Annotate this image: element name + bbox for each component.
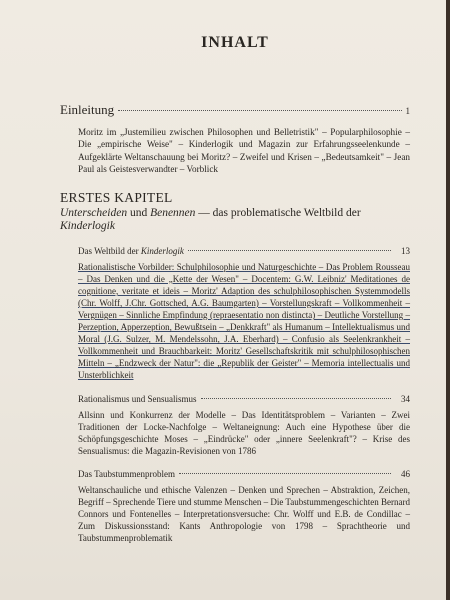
toc-entry-label: Einleitung <box>60 102 115 117</box>
subtitle-term-b: Benennen <box>150 206 196 219</box>
toc-section <box>78 246 410 382</box>
subtitle-and: und <box>129 206 148 219</box>
section-description: Allsinn und Konkurrenz der Modelle – Das Identitätsproblem – Varianten – Zwei Traditionen der Locke-Nachfolge – Weltaneignung: Auch eine Hypothese über die Schöpfungsgeschichte Moses – „Eindrücke" oder „innere Seelenkraft"? – Krise des Sensualismus: die Magazin-Revisionen von 1786 <box>78 409 410 456</box>
chapter-subtitle <box>60 207 410 234</box>
toc-entry-einleitung <box>60 102 410 118</box>
toc-section <box>78 469 410 544</box>
dot-leader <box>188 250 391 251</box>
page-title: INHALT <box>201 34 269 51</box>
section-label: Das Weltbild der Kinderlogik <box>78 245 184 256</box>
section-description: Rationalistische Vorbilder: Schulphilosophie und Naturgeschichte – Das Problem Rousseau – Das Denken und die „Kette der Wesen" – Docentem: G.W. Leibniz' Meditationes de cognitione, veritate et ideis – Moritz' Adaption des schulphilosophischen Systemmodells (Chr. Wolff, J.Chr. Gottsched, A.G. Baumgarten) – Vorstellungskraft – Vollkommenheit – Vergnügen – Sinnliche Empfindung (repraesentatio non distincta) – Deutliche Vorstellung – Perzeption, Apperzeption, Bewußtsein – „Denkkraft" als Humanum – Intellektualismus und Moral (J.G. Sulzer, M. Mendelssohn, J.A. Eberhard) – Confusio als Seelenkrankheit – Vollkommenheit und Brauchbarkeit: Moritz' Gesellschaftskritik mit schulphilosophischen Mitteln – „Endzweck der Natur": die „Republik der Geister" – Memoria intellectualis und Unsterblichkeit <box>78 261 410 381</box>
einleitung-description: Moritz im „Justemilieu zwischen Philosophen und Belletristik" – Popularphilosophie – Die „empirische Weise" – Kinderlogik und Magazin zur Erfahrungsseelenkunde – Aufgeklärte Weltanschauung bei Moritz? – Zweifel und Krisen – „Bedeutsamkeit" – Jean Paul als Geistesverwandter – Vorblick <box>78 127 410 175</box>
toc-page-number: 46 <box>401 468 410 479</box>
dot-leader <box>201 398 391 399</box>
subtitle-end: Kinderlogik <box>60 220 115 233</box>
dot-leader <box>179 473 391 474</box>
toc-section <box>78 394 410 457</box>
toc-section-heading <box>78 246 410 256</box>
dot-leader <box>118 110 401 111</box>
section-label: Das Taubstummenproblem <box>78 468 175 479</box>
chapter-title: ERSTES KAPITEL <box>60 189 173 205</box>
subtitle-term-a: Unterscheiden <box>60 206 128 219</box>
section-label: Rationalismus und Sensualismus <box>78 393 197 404</box>
toc-page-number: 13 <box>401 245 410 256</box>
subtitle-rest: — das problematische Weltbild der <box>198 206 361 219</box>
toc-page-number: 34 <box>401 393 410 404</box>
toc-section-heading <box>78 394 410 404</box>
book-edge <box>446 0 450 600</box>
toc-page-number: 1 <box>405 106 410 116</box>
toc-section-heading <box>78 469 410 479</box>
section-description: Weltanschauliche und ethische Valenzen – Denken und Sprechen – Abstraktion, Zeichen, Begriff – Sprechende Tiere und stumme Menschen – Die Taubstummengeschichten Bernard Connors und Fontenelles – Interpretationsversuche: Chr. Wolff und E.B. de Condillac – Zum Diskussionsstand: Kants Anthropologie von 1798 – Sprachtheorie und Taubstummenproblematik <box>78 484 410 544</box>
